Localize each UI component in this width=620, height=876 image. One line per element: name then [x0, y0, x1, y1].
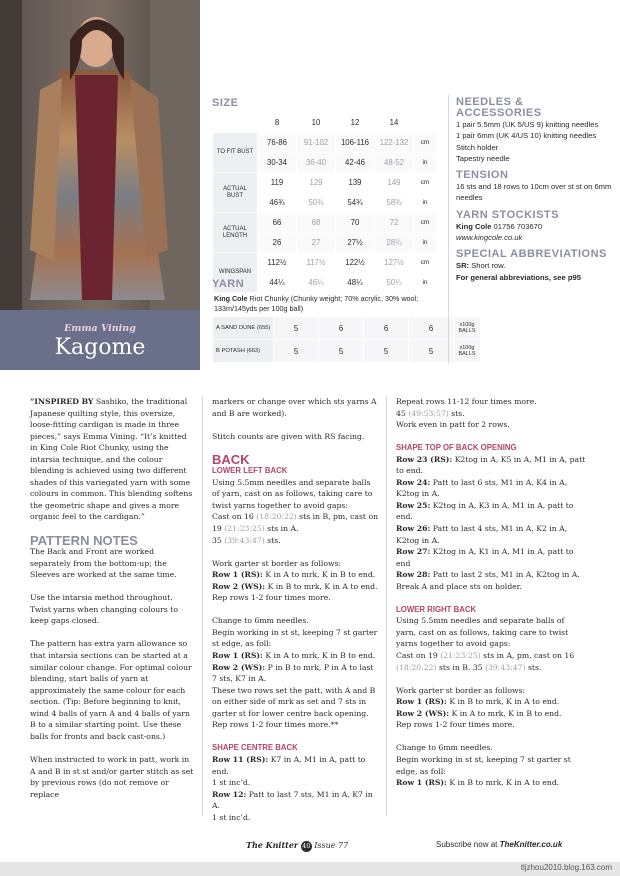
paragraph: Using 5.5mm needles and separate balls of yarn, cast on as follows, taking care to twist yarns together to avoid gaps:	[396, 616, 569, 649]
abbreviations-heading: SPECIAL ABBREVIATIONS	[456, 248, 607, 261]
footer-subscribe	[436, 840, 562, 849]
row-instruction	[212, 754, 380, 777]
paragraph: Change to 6mm needles.	[396, 743, 493, 753]
text: (39:43:47)	[485, 662, 526, 672]
row-label: WINGSPAN	[213, 253, 257, 292]
paragraph: Rep rows 1-2 four times more.**	[212, 720, 339, 730]
footer-magazine	[246, 840, 348, 852]
unit: x100g BALLS	[454, 317, 480, 339]
text: (18:20:22)	[256, 512, 297, 522]
unit-cm: cm	[414, 213, 436, 232]
row-instruction	[396, 708, 586, 720]
column-2	[212, 396, 380, 823]
cell: 70	[336, 213, 374, 232]
yarn-table	[212, 316, 481, 363]
row-label: TO FIT BUST	[213, 133, 257, 172]
unit-in: in	[414, 193, 436, 212]
tension-text: 16 sts and 18 rows to 10cm over st st on 6mm needles	[456, 182, 612, 203]
text: Patt to last 6 sts, M1 in A, K4 in A, K2tog in A.	[396, 477, 568, 499]
row-key: Row 1 (RS):	[212, 570, 263, 580]
table-row	[213, 133, 436, 152]
paragraph: These two rows set the patt, with A and B on either side of mrk as set and 7 sts in garter st for lower centre back opening.	[212, 685, 376, 718]
row-key: Row 2 (WS):	[396, 708, 450, 718]
row-instruction	[212, 662, 380, 685]
text: K in A to mrk, K in B to end.	[449, 708, 562, 718]
cell: 48¼	[336, 273, 374, 292]
paragraph: Break A and place sts on holder.	[396, 581, 522, 591]
row-instruction	[396, 569, 586, 581]
text: Patt to last 2 sts, M1 in A, K2tog in A.	[430, 570, 580, 580]
intro-paragraph	[30, 396, 194, 523]
cell: 27	[297, 233, 335, 252]
intro-text: Sashiko, the traditional Japanese quilting style, this oversize, loose-fitting cardigan is made in three pieces,” says Emma Vining. “It’s knitted in King Cole Riot Chunky, using the intarsia technique, and the colour blending is achieved using two different shades of this variegated yarn with some colours in common. This blending softens the geometric shape and gives a more organic feel to the cardigan.”	[30, 397, 193, 522]
text: K in B to mrk, K in A to end.	[265, 581, 378, 591]
design-title: Kagome	[54, 335, 146, 360]
cell: 5	[274, 340, 318, 362]
cell: 6	[364, 317, 408, 339]
row-instruction	[396, 696, 586, 708]
text: K in A to mrk, K in B to end.	[262, 570, 376, 580]
cell: 50¼	[375, 273, 413, 292]
back-heading: BACK	[212, 451, 250, 467]
row-key: Row 2 (WS):	[212, 581, 266, 591]
table-row	[213, 173, 436, 192]
stitch-total	[396, 408, 586, 420]
stitch-total	[212, 535, 380, 547]
cell: 42-46	[336, 153, 374, 172]
list-item: 1 pair 6mm (UK 4/US 10) knitting needles	[456, 131, 597, 141]
needles-heading: NEEDLES & ACCESSORIES	[456, 96, 542, 119]
paragraph: Work even in patt for 2 rows.	[396, 420, 510, 430]
text: (21:23:25)	[224, 524, 265, 534]
model-illustration	[0, 0, 200, 310]
subscribe-text: Subscribe now at	[436, 840, 500, 849]
stockist-name: King Cole	[456, 221, 492, 231]
page-number: 40	[302, 841, 311, 850]
cell: 28¼	[375, 233, 413, 252]
paragraph: Work garter st border as follows:	[212, 558, 342, 568]
abbrev-value: Short row.	[469, 261, 506, 271]
cell: 48-52	[375, 153, 413, 172]
cell: 119	[258, 173, 296, 192]
cell: 30-34	[258, 153, 296, 172]
paragraph: Begin working in st st, keeping 7 st garter st edge, as foll:	[396, 754, 571, 776]
divider	[386, 396, 387, 816]
paragraph: 1 st inc’d.	[212, 812, 251, 822]
table-row	[213, 340, 480, 362]
stockist-line	[456, 221, 612, 232]
row-instruction	[212, 650, 380, 662]
cell: 66	[258, 213, 296, 232]
text: sts.	[525, 662, 542, 672]
text: K in B to mrk, K in A to end.	[446, 778, 560, 788]
text: K in A to mrk, K in B to end.	[262, 651, 376, 661]
divider	[202, 396, 203, 816]
unit-in: in	[414, 233, 436, 252]
note-paragraph: Use the intarsia method throughout. Twist yarns when changing colours to keep gaps closed.	[30, 593, 179, 626]
cell: 26	[258, 233, 296, 252]
title-band	[0, 310, 200, 370]
text: P in B to mrk, P in A to last 7 sts, K7 in A.	[212, 662, 374, 684]
cell: 5	[364, 340, 408, 362]
list-item: 1 pair 5.5mm (UK 5/US 9) knitting needles	[456, 120, 599, 129]
size-table	[212, 112, 437, 293]
text: (39:43:47)	[224, 535, 265, 545]
size-heading: SIZE	[212, 97, 239, 109]
cast-on-line	[396, 650, 586, 673]
row-key: Row 23 (RS):	[396, 454, 453, 464]
note-paragraph: When instructed to work in patt, work in A and B in st st and/or garter stitch as set by previous rows (do not remove or replace	[30, 754, 194, 799]
text: K2tog in A, K5 in A, M1 in A, patt to end.	[396, 454, 586, 476]
size-8: 8	[258, 113, 296, 132]
row-label: ACTUAL BUST	[213, 173, 257, 212]
stockist-website[interactable]: www.kingcole.co.uk	[456, 233, 523, 243]
cell: 6	[319, 317, 363, 339]
row-instruction	[396, 523, 586, 546]
designer-name: Emma Vining	[64, 323, 136, 334]
row-instruction	[212, 789, 380, 812]
row-key: Row 1 (RS):	[212, 651, 263, 661]
text: Cast on 16	[212, 512, 257, 522]
cell: 122½	[336, 253, 374, 272]
row-key: Row 1 (RS):	[396, 697, 447, 707]
intro-lead: “INSPIRED BY	[30, 397, 94, 406]
row-instruction	[396, 500, 586, 523]
shape-centre-back-heading: SHAPE CENTRE BACK	[212, 743, 298, 753]
table-row	[213, 317, 480, 339]
cell: 46¼	[297, 273, 335, 292]
row-instruction	[396, 477, 586, 500]
subscribe-link[interactable]: TheKnitter.co.uk	[499, 840, 563, 849]
size-12: 12	[336, 113, 374, 132]
cell: 54¾	[336, 193, 374, 212]
cell: 72	[375, 213, 413, 232]
row-label: ACTUAL LENGTH	[213, 213, 257, 252]
text: 45	[396, 408, 409, 418]
text: sts.	[264, 535, 281, 545]
issue-number: Issue 77	[314, 841, 349, 850]
paragraph: Repeat rows 11-12 four times more.	[396, 397, 537, 406]
yarn-details: Riot Chunky (Chunky weight; 70% acrylic, 30% wool; 133m/145yds per 100g ball)	[214, 294, 419, 313]
abbrev-sr	[456, 260, 612, 271]
shape-top-back-opening-heading: SHAPE TOP OF BACK OPENING	[396, 443, 517, 453]
paragraph: Change to 6mm needles.	[212, 616, 309, 626]
shade-label: B POTASH (663)	[213, 340, 273, 362]
row-key: Row 28:	[396, 570, 431, 580]
row-instruction	[212, 581, 380, 593]
cell: 91-102	[297, 133, 335, 152]
cell: 5	[274, 317, 318, 339]
cell: 112½	[258, 253, 296, 272]
hero-photo	[0, 0, 200, 370]
text: Cast on 19	[396, 651, 441, 661]
cell: 5	[319, 340, 363, 362]
abbrev-general: For general abbreviations, see p95	[456, 272, 581, 282]
cell: 122-132	[375, 133, 413, 152]
paragraph: Work garter st border as follows:	[396, 685, 526, 695]
unit-cm: cm	[414, 173, 436, 192]
list-item: Stitch holder	[456, 142, 499, 152]
table-row	[213, 253, 436, 272]
paragraph: markers or change over which sts yarns A and B are worked).	[212, 397, 377, 418]
text: sts in A, pm, cast on 16	[480, 651, 575, 661]
cell: 27½	[336, 233, 374, 252]
row-key: Row 24:	[396, 477, 431, 487]
unit-cm: cm	[414, 133, 436, 152]
row-key: Row 1 (RS):	[396, 778, 447, 788]
text: K in B to mrk, K in A to end.	[446, 697, 560, 707]
paragraph: Using 5.5mm needles and separate balls of yarn, cast on as follows, taking care to twist yarns together to avoid gaps:	[212, 477, 373, 510]
unit-in: in	[414, 273, 436, 292]
paragraph: Stitch counts are given with RS facing.	[212, 431, 365, 441]
text: 35	[212, 535, 225, 545]
text: (18:20:22)	[396, 662, 437, 672]
magazine-name: The Knitter	[246, 840, 299, 850]
row-instruction	[396, 454, 586, 477]
unit-cm: cm	[414, 253, 436, 272]
text: sts.	[448, 408, 465, 418]
column-3	[396, 396, 586, 789]
cell: 36-40	[297, 153, 335, 172]
cell: 149	[375, 173, 413, 192]
yarn-heading: YARN	[212, 278, 245, 290]
text: K2tog in A, K3 in A, M1 in A, patt to end.	[396, 500, 574, 522]
text: K7 in A, M1 in A, patt to end.	[212, 754, 366, 776]
row-key: Row 11 (RS):	[212, 754, 269, 764]
note-paragraph: The Back and Front are worked separately from the bottom-up; the Sleeves are worked at the same time.	[30, 547, 177, 580]
text: Patt to last 7 sts, M1 in A, K7 in A.	[212, 789, 373, 811]
abbrev-key: SR:	[456, 261, 470, 271]
size-14: 14	[375, 113, 413, 132]
unit: x100g BALLS	[454, 340, 480, 362]
tension-heading: TENSION	[456, 169, 509, 182]
row-key: Row 26:	[396, 524, 431, 534]
cell: 129	[297, 173, 335, 192]
cell: 117½	[297, 253, 335, 272]
column-1	[30, 396, 194, 812]
text: (49:53:57)	[408, 408, 449, 418]
paragraph: Rep rows 1-2 four times more.	[212, 593, 331, 603]
row-key: Row 25:	[396, 500, 431, 510]
text: (21:23:25)	[440, 651, 481, 661]
row-key: Row 27:	[396, 547, 431, 557]
table-row	[213, 213, 436, 232]
paragraph: 1 st inc’d.	[212, 778, 251, 788]
cell: 50¾	[297, 193, 335, 212]
stockists-heading: YARN STOCKISTS	[456, 208, 559, 221]
cell: 6	[409, 317, 453, 339]
yarn-brand: King Cole	[214, 294, 248, 303]
paragraph: Begin working in st st, keeping 7 st garter st edge, as foll:	[212, 627, 378, 649]
shade-label: A SAND DUNE (655)	[213, 317, 273, 339]
cell: 139	[336, 173, 374, 192]
cast-on-line	[212, 511, 380, 534]
text: Patt to last 4 sts, M1 in A, K2 in A, K2tog in A.	[396, 524, 568, 545]
text: sts in B. 35	[436, 662, 486, 672]
sidebar	[456, 97, 612, 283]
cell: 5	[409, 340, 453, 362]
divider	[448, 95, 449, 363]
source-credit: tljzhou2010.blog.163.com	[520, 863, 612, 872]
list-item: Tapestry needle	[456, 153, 510, 163]
cell: 106-116	[336, 133, 374, 152]
lower-right-back-heading: LOWER RIGHT BACK	[396, 604, 477, 614]
paragraph: Rep rows 1-2 four times more.	[396, 720, 515, 730]
cell: 68	[297, 213, 335, 232]
row-instruction	[396, 777, 586, 789]
text: sts in B, pm, cast on 19	[212, 512, 379, 534]
pattern-notes-heading: PATTERN NOTES	[30, 532, 138, 548]
row-key: Row 12:	[212, 789, 247, 799]
cell: 76-86	[258, 133, 296, 152]
cell: 127½	[375, 253, 413, 272]
cell: 58¾	[375, 193, 413, 212]
size-row-sizes	[213, 113, 436, 132]
text: sts in A.	[264, 524, 299, 534]
yarn-description	[214, 294, 446, 313]
row-instruction	[212, 569, 380, 581]
text: K2tog in A, K1 in A, M1 in A, patt to end	[396, 547, 574, 568]
cell: 46¾	[258, 193, 296, 212]
row-instruction	[396, 546, 586, 569]
unit-in: in	[414, 153, 436, 172]
size-10: 10	[297, 113, 335, 132]
note-paragraph: The pattern has extra yarn allowance so that intarsia sections can be started at a similar colour change. For optimal colour blending, start balls of yarn at approximately the same colour for each section. (Tip: Before beginning to knit, wind 4 balls of yarn A and 4 balls of yarn B to a similar starting point. Use these balls for fronts and back cast-ons.)	[30, 639, 192, 741]
cell: 44¼	[258, 273, 296, 292]
row-key: Row 2 (WS):	[212, 662, 266, 672]
lower-left-back-heading: LOWER LEFT BACK	[212, 466, 288, 476]
credit-bar	[0, 862, 620, 876]
stockist-phone: 01756 703670	[491, 221, 543, 231]
